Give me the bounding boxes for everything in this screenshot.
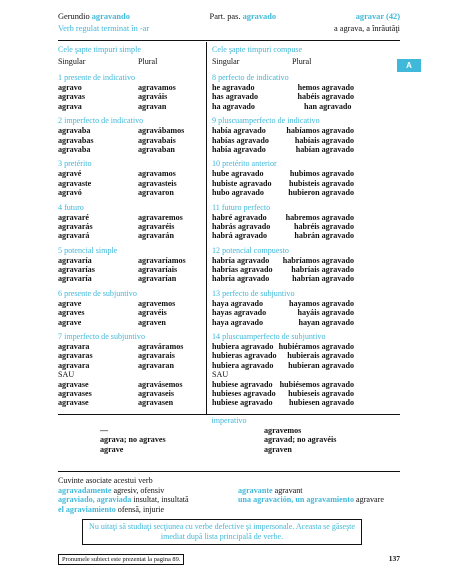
plural-form: hayamos agravado bbox=[289, 298, 354, 308]
singular-form: hubo agravado bbox=[212, 188, 264, 198]
conjugation-row bbox=[58, 126, 200, 135]
conjugation-row bbox=[212, 213, 354, 222]
plural-form: habíamos agravado bbox=[286, 126, 354, 136]
plural-form: habéis agravado bbox=[297, 92, 354, 102]
plural-form: agraváramos bbox=[138, 342, 184, 352]
tense-name: 1 presente de indicativo bbox=[58, 73, 136, 82]
conjugation-row bbox=[212, 188, 354, 197]
conjugation-row bbox=[58, 231, 200, 240]
plural-form: agravabais bbox=[138, 135, 176, 145]
conjugation-row bbox=[58, 188, 200, 197]
imperative-grid bbox=[100, 426, 400, 454]
conjugation-row bbox=[58, 145, 200, 154]
tense-block bbox=[58, 331, 200, 408]
imperative-plural: agraven bbox=[264, 444, 292, 454]
associated-definition: ofensă, injurie bbox=[115, 504, 165, 514]
plural-form: agravásemos bbox=[138, 379, 183, 389]
plural-form: hubisteis agravado bbox=[289, 178, 354, 188]
associated-definition: agravare bbox=[354, 495, 384, 505]
gerund-value: agravando bbox=[91, 12, 130, 21]
singular-form: agravaste bbox=[58, 178, 92, 188]
plural-form: hubiéramos agravado bbox=[278, 342, 354, 352]
plural-form: agraváis bbox=[138, 92, 168, 102]
associated-term: agraviado, agraviada bbox=[58, 495, 132, 505]
plural-form: habréis agravado bbox=[293, 221, 354, 231]
associated-term: una agravación, un agravamiento bbox=[238, 495, 355, 505]
imperative-plural: agravad; no agravéis bbox=[264, 435, 337, 445]
conjugation-row bbox=[212, 389, 354, 398]
associated-entry bbox=[58, 505, 238, 514]
singular-form: habría agravado bbox=[212, 255, 270, 265]
imperative-section bbox=[58, 416, 400, 454]
gerund bbox=[58, 12, 130, 21]
plural-form: agravarían bbox=[138, 274, 177, 284]
plural-form: agravaseis bbox=[138, 388, 174, 398]
associated-entry bbox=[238, 486, 303, 495]
associated-title: Cuvinte asociate acestui verb bbox=[58, 476, 153, 485]
plural-form: agravaremos bbox=[138, 212, 183, 222]
plural-form: habíais agravado bbox=[294, 135, 354, 145]
singular-form: habrás agravado bbox=[212, 221, 271, 231]
conjugation-row bbox=[58, 102, 200, 111]
tense-block bbox=[212, 202, 354, 241]
conjugation-row bbox=[212, 398, 354, 407]
plural-form: agravasteis bbox=[138, 178, 177, 188]
tense-block bbox=[212, 331, 354, 408]
plural-form: agravasen bbox=[138, 398, 174, 408]
singular-form: agravase bbox=[58, 379, 89, 389]
conjugation-row bbox=[58, 342, 200, 351]
conjugation-row bbox=[212, 92, 354, 101]
verb-subtitle: Verb regulat terminat în -ar bbox=[58, 24, 150, 33]
associated-words bbox=[58, 475, 400, 514]
plural-form: agravaron bbox=[138, 188, 174, 198]
singular-form: SAU bbox=[212, 370, 229, 380]
plural-form: hubierais agravado bbox=[287, 351, 354, 361]
past-participle bbox=[210, 12, 277, 21]
plural-form: habrían agravado bbox=[292, 274, 354, 284]
tense-block bbox=[58, 115, 200, 154]
plural-form: habríamos agravado bbox=[282, 255, 354, 265]
compound-tenses-title: Cele şapte timpuri compuse bbox=[212, 45, 303, 54]
conjugation-row bbox=[58, 308, 200, 317]
letter-tab: A bbox=[397, 59, 421, 72]
conjugation-row bbox=[58, 370, 200, 379]
column-divider bbox=[206, 42, 207, 414]
tense-name: 14 pluscuamperfecto de subjuntivo bbox=[212, 332, 326, 342]
tense-name: 12 potencial compuesto bbox=[212, 245, 289, 255]
singular-form: habías agravado bbox=[212, 135, 269, 145]
tense-name: 13 perfecto de subjuntivo bbox=[212, 288, 295, 298]
tense-block bbox=[212, 245, 354, 284]
verb-title: agravar (42) bbox=[355, 12, 400, 21]
plural-form: agravéis bbox=[138, 308, 167, 318]
tense-block bbox=[58, 245, 200, 284]
singular-form: agrave bbox=[58, 317, 82, 327]
singular-form: haya agravado bbox=[212, 298, 264, 308]
plural-form: hubieron agravado bbox=[288, 188, 354, 198]
plural-form: hubimos agravado bbox=[289, 169, 354, 179]
plural-form: agravarán bbox=[138, 231, 174, 241]
associated-row bbox=[58, 486, 400, 495]
conjugation-row bbox=[58, 380, 200, 389]
plural-form: agraven bbox=[138, 317, 166, 327]
simple-tenses-column bbox=[58, 44, 200, 408]
simple-tenses-title: Cele şapte timpuri simple bbox=[58, 45, 141, 54]
tense-block bbox=[58, 158, 200, 197]
conjugation-row bbox=[58, 169, 200, 178]
tense-block bbox=[212, 288, 354, 327]
singular-form: había agravado bbox=[212, 126, 266, 136]
tense-name: 5 potencial simple bbox=[58, 245, 118, 255]
associated-entry bbox=[58, 495, 238, 504]
singular-form: hubiese agravado bbox=[212, 379, 273, 389]
conjugation-row bbox=[212, 169, 354, 178]
conjugation-row bbox=[58, 318, 200, 327]
tense-name: 4 futuro bbox=[58, 202, 84, 212]
conjugation-row bbox=[212, 136, 354, 145]
plural-form: habrán agravado bbox=[294, 231, 354, 241]
associated-term: agravante bbox=[238, 486, 273, 495]
plural-form: agravaban bbox=[138, 144, 175, 154]
conjugation-row bbox=[58, 265, 200, 274]
conjugation-row bbox=[212, 231, 354, 240]
conjugation-row bbox=[58, 398, 200, 407]
tense-block bbox=[58, 288, 200, 327]
plural-form: hemos agravado bbox=[297, 83, 354, 92]
imperative-singular: agrave bbox=[100, 444, 124, 454]
associated-definition: agresiv, ofensiv bbox=[111, 486, 165, 495]
plural-form: agravamos bbox=[138, 83, 176, 92]
conjugation-row bbox=[212, 256, 354, 265]
conjugation-row bbox=[58, 351, 200, 360]
conjugation-row bbox=[212, 380, 354, 389]
singular-form: agravaba bbox=[58, 144, 91, 154]
singular-form: agravarás bbox=[58, 221, 93, 231]
plural-form: hayáis agravado bbox=[297, 308, 354, 318]
tense-name: 2 imperfecto de indicativo bbox=[58, 116, 144, 126]
tense-block bbox=[58, 72, 200, 111]
plural-form: agravarais bbox=[138, 351, 175, 361]
singular-form: había agravado bbox=[212, 144, 266, 154]
plural-form: han agravado bbox=[304, 101, 352, 111]
associated-row bbox=[58, 505, 400, 514]
conjugation-row bbox=[58, 83, 200, 92]
singular-form: agravara bbox=[58, 342, 90, 352]
conjugation-row bbox=[212, 318, 354, 327]
plural-form: hayan agravado bbox=[298, 317, 354, 327]
singular-form: agravases bbox=[58, 388, 92, 398]
plural-form: habían agravado bbox=[295, 144, 354, 154]
number-headings bbox=[58, 56, 200, 68]
singular-form: hubieras agravado bbox=[212, 351, 277, 361]
singular-form: agravaba bbox=[58, 126, 91, 136]
plural-form: agravan bbox=[138, 101, 167, 111]
plural-form: hubieseis agravado bbox=[288, 388, 354, 398]
singular-form: haya agravado bbox=[212, 317, 264, 327]
conjugation-row bbox=[58, 136, 200, 145]
imperative-divider bbox=[58, 414, 400, 415]
conjugation-row bbox=[58, 361, 200, 370]
tense-name: 7 imperfecto de subjuntivo bbox=[58, 332, 145, 342]
conjugation-row bbox=[58, 222, 200, 231]
singular-heading: Singular bbox=[212, 57, 240, 66]
conjugation-row bbox=[58, 389, 200, 398]
conjugation-row bbox=[58, 92, 200, 101]
singular-form: hube agravado bbox=[212, 169, 264, 179]
singular-form: agravara bbox=[58, 360, 90, 370]
tense-name: 9 pluscuamperfecto de indicativo bbox=[212, 116, 320, 126]
singular-form: habrías agravado bbox=[212, 265, 273, 275]
plural-form: habremos agravado bbox=[285, 212, 354, 222]
singular-form: hubiera agravado bbox=[212, 360, 274, 370]
tense-block bbox=[212, 72, 354, 111]
plural-form: hubieran agravado bbox=[288, 360, 354, 370]
imperative-plural: agravemos bbox=[264, 426, 302, 435]
singular-form: agrave bbox=[58, 298, 82, 308]
plural-form: agravaríamos bbox=[138, 255, 186, 265]
gerund-label: Gerundio bbox=[58, 12, 90, 21]
page-number: 137 bbox=[388, 554, 400, 563]
conjugation-row bbox=[212, 179, 354, 188]
plural-form: agravaríais bbox=[138, 265, 178, 275]
singular-form: agravarías bbox=[58, 265, 95, 275]
imperative-singular: — bbox=[100, 426, 109, 435]
singular-form: agravabas bbox=[58, 135, 94, 145]
conjugation-row bbox=[212, 308, 354, 317]
tense-name: 10 pretérito anterior bbox=[212, 159, 277, 169]
tense-name: 8 perfecto de indicativo bbox=[212, 73, 289, 82]
singular-heading: Singular bbox=[58, 57, 86, 66]
singular-form: agravará bbox=[58, 231, 90, 241]
conjugation-row bbox=[212, 342, 354, 351]
conjugation-row bbox=[58, 213, 200, 222]
plural-form: agravaran bbox=[138, 360, 174, 370]
associated-entry bbox=[238, 495, 384, 504]
singular-form: agrava bbox=[58, 101, 82, 111]
participle-value: agravado bbox=[242, 12, 277, 21]
conjugation-row bbox=[212, 145, 354, 154]
singular-form: agravase bbox=[58, 398, 89, 408]
conjugation-row bbox=[212, 126, 354, 135]
associated-divider bbox=[58, 471, 400, 472]
plural-heading: Plural bbox=[138, 57, 158, 66]
conjugation-row bbox=[58, 274, 200, 283]
singular-form: hubiste agravado bbox=[212, 178, 272, 188]
singular-form: habría agravado bbox=[212, 274, 270, 284]
plural-form: hubiésemos agravado bbox=[279, 379, 354, 389]
conjugation-row bbox=[212, 351, 354, 360]
associated-row bbox=[58, 495, 400, 504]
footer-note: Pronumele subiect este prezentat la pagina 89. bbox=[58, 554, 184, 565]
compound-tenses-column bbox=[212, 44, 354, 408]
singular-form: SAU bbox=[58, 370, 75, 380]
singular-form: hubieses agravado bbox=[212, 388, 276, 398]
conjugation-row bbox=[212, 265, 354, 274]
singular-form: ha agravado bbox=[212, 101, 255, 111]
conjugation-row bbox=[212, 370, 354, 379]
singular-form: agraves bbox=[58, 308, 85, 318]
associated-definition: agravant bbox=[272, 486, 303, 495]
singular-form: agravaría bbox=[58, 274, 92, 284]
singular-form: agravaré bbox=[58, 212, 90, 222]
singular-form: habré agravado bbox=[212, 212, 267, 222]
singular-form: has agravado bbox=[212, 92, 259, 102]
tense-block bbox=[212, 158, 354, 197]
plural-heading: Plural bbox=[292, 57, 312, 66]
singular-form: he agravado bbox=[212, 83, 255, 92]
singular-form: agravé bbox=[58, 169, 82, 179]
tense-name: 6 presente de subjuntivo bbox=[58, 288, 137, 298]
tense-block bbox=[58, 202, 200, 241]
associated-term: agravadamente bbox=[58, 486, 112, 495]
imperative-title: imperativo bbox=[211, 416, 247, 425]
tense-name: 11 futuro perfecto bbox=[212, 202, 271, 212]
singular-form: agravas bbox=[58, 92, 85, 102]
participle-label: Part. pas. bbox=[209, 12, 241, 21]
singular-form: agravaras bbox=[58, 351, 93, 361]
header-divider bbox=[58, 40, 400, 41]
associated-term: el agraviamiento bbox=[58, 504, 116, 514]
conjugation-row bbox=[212, 102, 354, 111]
singular-form: hayas agravado bbox=[212, 308, 267, 318]
number-headings bbox=[212, 56, 354, 68]
singular-form: agravaría bbox=[58, 255, 92, 265]
plural-form: hubiesen agravado bbox=[289, 398, 354, 408]
associated-definition: insultat, insultată bbox=[131, 495, 189, 505]
plural-form: agravemos bbox=[138, 298, 176, 308]
singular-form: hubiera agravado bbox=[212, 342, 274, 352]
plural-form: agravábamos bbox=[138, 126, 185, 136]
verb-translation: a agrava, a înrăutăţi bbox=[333, 24, 400, 33]
tense-block bbox=[212, 115, 354, 154]
singular-form: agravó bbox=[58, 188, 82, 198]
conjugation-row bbox=[58, 299, 200, 308]
conjugation-row bbox=[212, 83, 354, 92]
study-note: Nu uitaţi să studiaţi secţiunea cu verbe defective şi impersonale. Aceasta se găseşte imediat după lista principală de verbe. bbox=[82, 519, 362, 545]
singular-form: habrá agravado bbox=[212, 231, 268, 241]
plural-form: agravamos bbox=[138, 169, 176, 179]
conjugation-row bbox=[212, 274, 354, 283]
tense-name: 3 pretérito bbox=[58, 159, 92, 169]
plural-form: habríais agravado bbox=[291, 265, 354, 275]
singular-form: agravo bbox=[58, 83, 82, 92]
imperative-singular: agrava; no agraves bbox=[100, 435, 166, 445]
conjugation-row bbox=[58, 179, 200, 188]
conjugation-row bbox=[212, 222, 354, 231]
page-header bbox=[58, 12, 400, 36]
conjugation-row bbox=[212, 361, 354, 370]
conjugation-row bbox=[58, 256, 200, 265]
associated-entry bbox=[58, 486, 238, 495]
plural-form: agravaréis bbox=[138, 221, 175, 231]
singular-form: hubiese agravado bbox=[212, 398, 273, 408]
conjugation-row bbox=[212, 299, 354, 308]
